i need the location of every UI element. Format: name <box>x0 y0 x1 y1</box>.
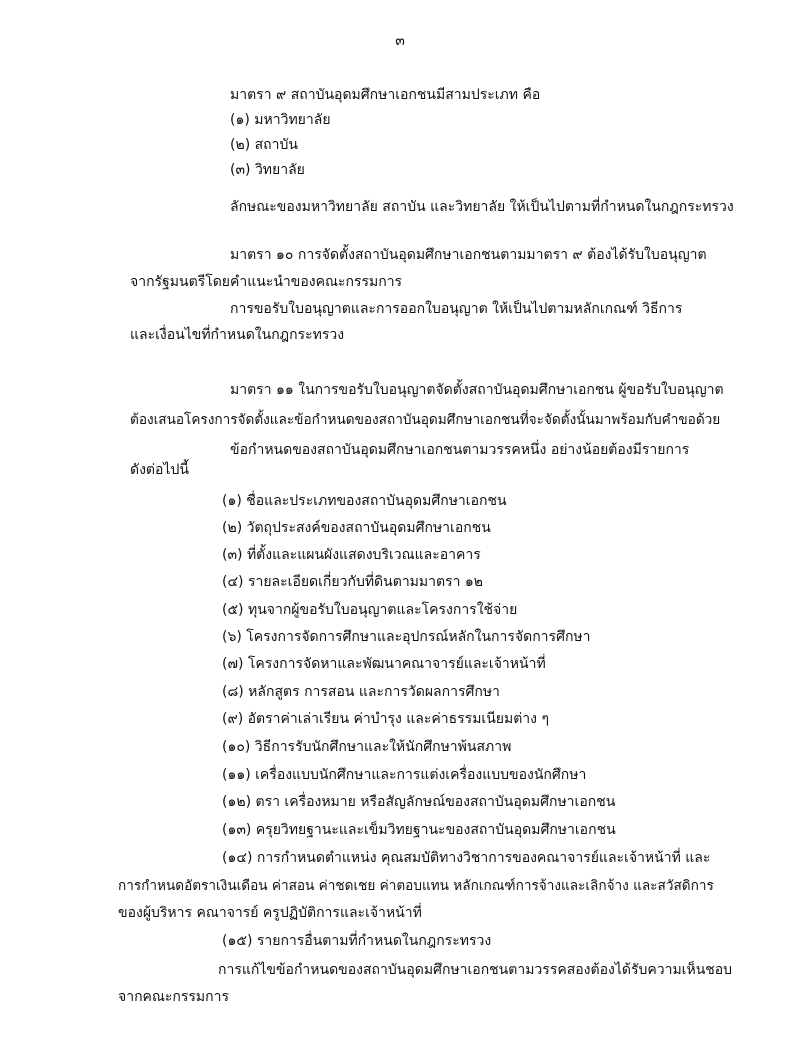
section-11-item: (๑๒) ตรา เครื่องหมาย หรือสัญลักษณ์ของสถาบันอุดมศึกษาเอกชน <box>222 794 616 810</box>
section-11-closing: จากคณะกรรมการ <box>118 989 230 1005</box>
section-11-item: (๒) วัตถุประสงค์ของสถาบันอุดมศึกษาเอกชน <box>222 520 491 536</box>
section-11-line: ข้อกำหนดของสถาบันอุดมศึกษาเอกชนตามวรรคหนึ่ง อย่างน้อยต้องมีรายการ <box>230 442 690 458</box>
section-11-item: (๘) หลักสูตร การสอน และการวัดผลการศึกษา <box>222 684 500 700</box>
section-11-item-14: (๑๔) การกำหนดตำแหน่ง คุณสมบัติทางวิชาการของคณาจารย์และเจ้าหน้าที่ และ <box>222 850 711 866</box>
section-10-line: จากรัฐมนตรีโดยคำแนะนำของคณะกรรมการ <box>130 274 403 290</box>
section-9-item: (๓) วิทยาลัย <box>230 162 305 178</box>
section-11-item: (๙) อัตราค่าเล่าเรียน ค่าบำรุง และค่าธรรมเนียมต่าง ๆ <box>222 711 549 727</box>
section-11-item-15: (๑๕) รายการอื่นตามที่กำหนดในกฎกระทรวง <box>222 933 492 949</box>
section-11-item: (๑๐) วิธีการรับนักศึกษาและให้นักศึกษาพ้นสภาพ <box>222 739 512 755</box>
section-11-closing: การแก้ไขข้อกำหนดของสถาบันอุดมศึกษาเอกชนตามวรรคสองต้องได้รับความเห็นชอบ <box>218 962 733 978</box>
section-9-closing: ลักษณะของมหาวิทยาลัย สถาบัน และวิทยาลัย ให้เป็นไปตามที่กำหนดในกฎกระทรวง <box>230 199 734 215</box>
section-11-item: (๗) โครงการจัดหาและพัฒนาคณาจารย์และเจ้าหน้าที่ <box>222 656 546 672</box>
section-10-line: และเงื่อนไขที่กำหนดในกฎกระทรวง <box>130 327 345 343</box>
section-11-item: (๔) รายละเอียดเกี่ยวกับที่ดินตามมาตรา ๑๒ <box>222 574 484 590</box>
section-11-item-14-continued: ของผู้บริหาร คณาจารย์ ครูปฏิบัติการและเจ้าหน้าที่ <box>118 905 422 921</box>
section-9-heading: มาตรา ๙ สถาบันอุดมศึกษาเอกชนมีสามประเภท คือ <box>230 87 541 103</box>
section-11-item: (๖) โครงการจัดการศึกษาและอุปกรณ์หลักในการจัดการศึกษา <box>222 629 591 645</box>
section-11-item: (๓) ที่ตั้งและแผนผังแสดงบริเวณและอาคาร <box>222 547 481 563</box>
section-11-item: (๕) ทุนจากผู้ขอรับใบอนุญาตและโครงการใช้จ่าย <box>222 602 518 618</box>
section-9-item: (๒) สถาบัน <box>230 137 298 153</box>
section-11-item-14-continued: การกำหนดอัตราเงินเดือน ค่าสอน ค่าชดเชย ค่าตอบแทน หลักเกณฑ์การจ้างและเลิกจ้าง และสวัสดิการ <box>118 878 714 894</box>
section-11-item: (๑๓) ครุยวิทยฐานะและเข็มวิทยฐานะของสถาบันอุดมศึกษาเอกชน <box>222 822 616 838</box>
section-11-line: มาตรา ๑๑ ในการขอรับใบอนุญาตจัดตั้งสถาบันอุดมศึกษาเอกชน ผู้ขอรับใบอนุญาต <box>230 382 724 398</box>
section-11-line: ดังต่อไปนี้ <box>130 462 189 478</box>
section-11-item: (๑) ชื่อและประเภทของสถาบันอุดมศึกษาเอกชน <box>222 493 507 509</box>
section-11-item: (๑๑) เครื่องแบบนักศึกษาและการแต่งเครื่องแบบของนักศึกษา <box>222 767 587 783</box>
section-10-line: การขอรับใบอนุญาตและการออกใบอนุญาต ให้เป็นไปตามหลักเกณฑ์ วิธีการ <box>230 301 683 317</box>
page-number: ๓ <box>395 33 405 49</box>
section-11-line: ต้องเสนอโครงการจัดตั้งและข้อกำหนดของสถาบันอุดมศึกษาเอกชนที่จะจัดตั้งนั้นมาพร้อมกับคำขอด้วย <box>130 412 721 428</box>
section-9-item: (๑) มหาวิทยาลัย <box>230 112 331 128</box>
section-10-line: มาตรา ๑๐ การจัดตั้งสถาบันอุดมศึกษาเอกชนตามมาตรา ๙ ต้องได้รับใบอนุญาต <box>230 247 707 263</box>
